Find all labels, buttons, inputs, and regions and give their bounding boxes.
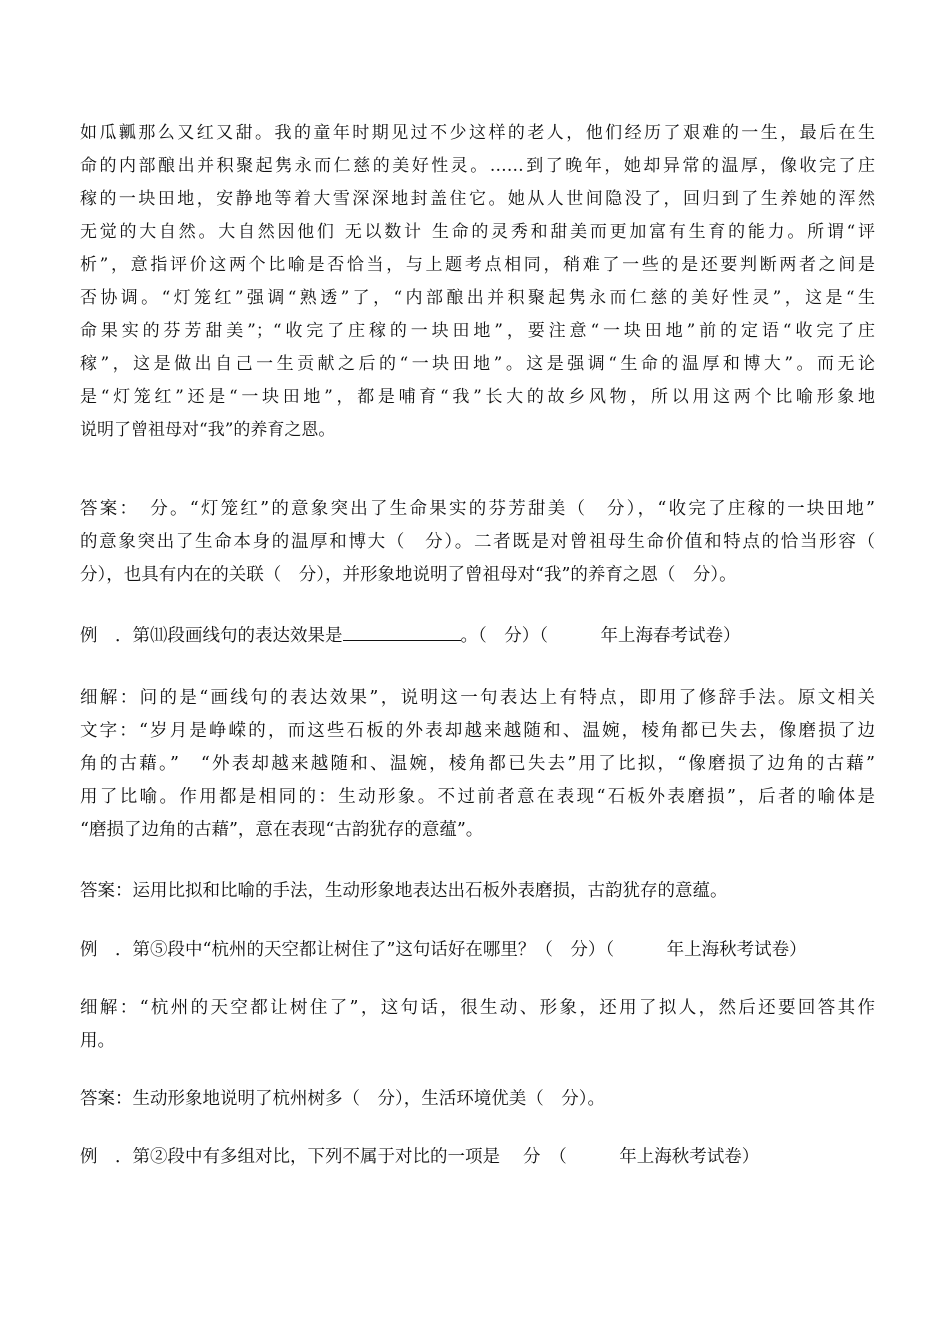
text-line: 分），也具有内在的关联（ 分），并形象地说明了曾祖母对“我”的养育之恩（ 分）。 (80, 565, 737, 585)
analysis-paragraph-1 (80, 117, 875, 447)
text-line: 细解：问的是“画线句的表达效果”，说明这一句表达上有特点，即用了修辞手法。原文相关 (80, 688, 875, 708)
question-source: 。（ 分）（ 年上海春考试卷） (460, 626, 741, 646)
text-line: 稼的一块田地，安静地等着大雪深深地封盖住它。她从人世间隐没了，回归到了生养她的浑然 (80, 189, 875, 209)
answer-paragraph-3 (80, 1083, 875, 1116)
example-question-1 (80, 620, 875, 653)
text-line: “磨损了边角的古藉”，意在表现“古韵犹存的意蕴”。 (80, 820, 484, 840)
text-line: 答案：运用比拟和比喻的手法，生动形象地表达出石板外表磨损，古韵犹存的意蕴。 (80, 881, 728, 901)
question-line (80, 620, 875, 653)
text-line: 细解：“杭州的天空都让树住了”，这句话，很生动、形象，还用了拟人，然后还要回答其作 (80, 998, 875, 1018)
text-line: 命的内部酿出并积聚起隽永而仁慈的美好性灵。……到了晚年，她却异常的温厚，像收完了庄 (80, 156, 875, 176)
text-line: 文字：“岁月是峥嵘的，而这些石板的外表却越来越随和、温婉，棱角都已失去，像磨损了边 (80, 721, 875, 741)
text-line: 答案：生动形象地说明了杭州树多（ 分），生活环境优美（ 分）。 (80, 1089, 605, 1109)
text-line: 析”，意指评价这两个比喻是否恰当，与上题考点相同，稍难了一些的是还要判断两者之间是 (80, 255, 875, 275)
text-line: 是“灯笼红”还是“一块田地”，都是哺育“我”长大的故乡风物，所以用这两个比喻形象地 (80, 387, 875, 407)
text-line: 用了比喻。作用都是相同的：生动形象。不过前者意在表现“石板外表磨损”，后者的喻体是 (80, 787, 875, 807)
text-line: 答案： 分。“灯笼红”的意象突出了生命果实的芬芳甜美（ 分），“收完了庄稼的一块田地” (80, 499, 875, 519)
text-line: 用。 (80, 1031, 115, 1051)
answer-blank (343, 620, 461, 641)
example-question-2 (80, 934, 875, 967)
text-line: 例 ．第②段中有多组对比，下列不属于对比的一项是 分 （ 年上海秋考试卷） (80, 1147, 760, 1167)
analysis-paragraph-3 (80, 992, 875, 1058)
question-text: 例 ．第⑾段画线句的表达效果是 (80, 626, 343, 646)
answer-paragraph-2 (80, 875, 875, 908)
text-line: 如瓜瓤那么又红又甜。我的童年时期见过不少这样的老人，他们经历了艰难的一生，最后在生 (80, 123, 875, 143)
answer-paragraph-1 (80, 493, 875, 592)
text-line: 角的古藉。” “外表却越来越随和、温婉，棱角都已失去”用了比拟，“像磨损了边角的古藉” (80, 754, 875, 774)
analysis-paragraph-2 (80, 682, 875, 847)
text-line: 无觉的大自然。大自然因他们 无以数计 生命的灵秀和甜美而更加富有生育的能力。所谓“评 (80, 222, 875, 242)
text-line: 例 ．第⑤段中“杭州的天空都让树住了”这句话好在哪里？（ 分）（ 年上海秋考试卷） (80, 940, 807, 960)
example-question-3 (80, 1141, 875, 1174)
text-line: 否协调。“灯笼红”强调“熟透”了，“内部酿出并积聚起隽永而仁慈的美好性灵”，这是“生 (80, 288, 875, 308)
text-line: 的意象突出了生命本身的温厚和博大（ 分）。二者既是对曾祖母生命价值和特点的恰当形容（ (80, 532, 875, 552)
text-line: 稼”，这是做出自己一生贡献之后的“一块田地”。这是强调“生命的温厚和博大”。而无论 (80, 354, 875, 374)
text-line: 命果实的芬芳甜美”；“收完了庄稼的一块田地”，要注意“一块田地”前的定语“收完了庄 (80, 321, 875, 341)
text-line: 说明了曾祖母对“我”的养育之恩。 (80, 420, 336, 440)
